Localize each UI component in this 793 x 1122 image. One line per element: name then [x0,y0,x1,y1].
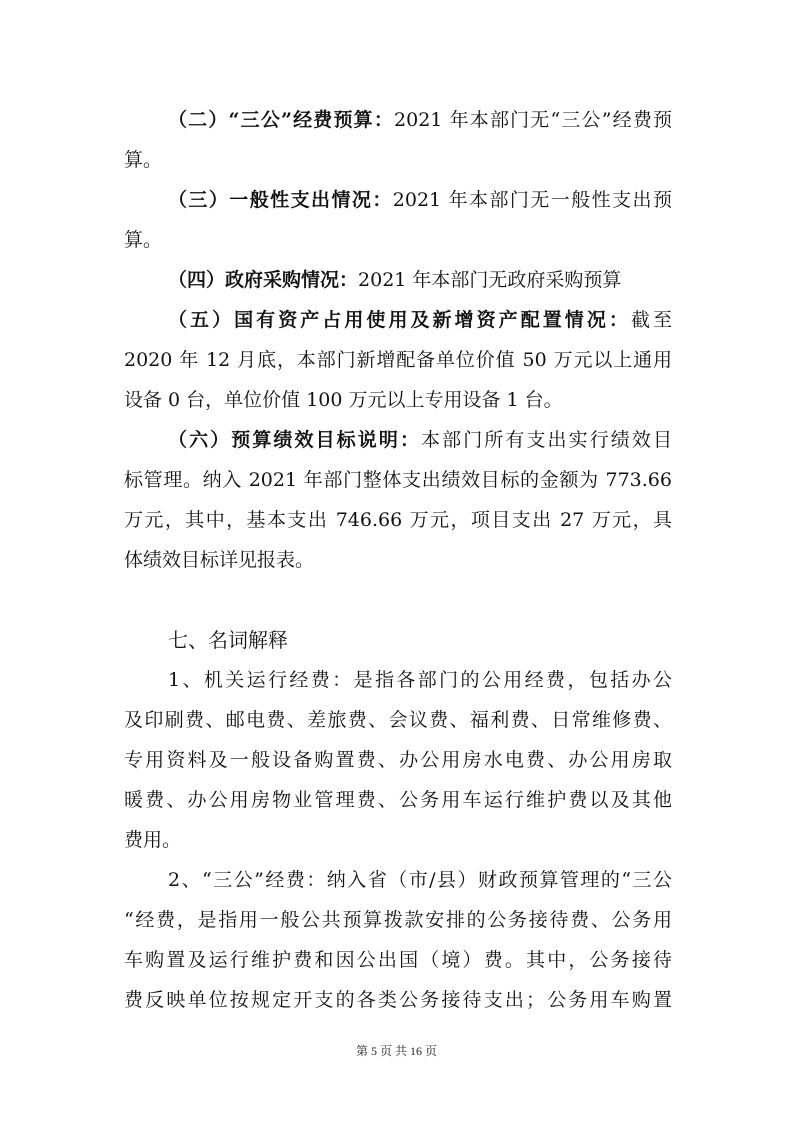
para-5-label: （五）国有资产占用使用及新增资产配置情况： [168,309,631,331]
item-1-line-4: 暖费、办公用房物业管理费、公务用车运行维护费以及其他 [124,789,672,811]
para-4-text: 2021 年本部门无政府采购预算 [358,269,622,291]
para-6-text: 本部门所有支出实行绩效目 [421,429,672,451]
para-2-line-2: 算。 [124,149,163,171]
para-2-line-1 [168,106,672,134]
para-2-text: 2021 年本部门无“三公”经费预 [394,109,672,131]
item-2-line-4: 费反映单位按规定开支的各类公务接待支出；公务用车购置 [124,989,672,1011]
item-2-line-3: 车购置及运行维护费和因公出国（境）费。其中，公务接待 [124,949,672,971]
section-7-heading: 七、名词解释 [168,628,288,652]
para-6-line-2: 标管理。纳入 2021 年部门整体支出绩效目标的金额为 773.66 [124,469,672,491]
item-2-line-2: “经费，是指用一般公共预算拨款安排的公务接待费、公务用 [124,909,672,931]
para-2-label: （二）“三公”经费预算： [168,109,395,131]
para-6-line-3: 万元，其中，基本支出 746.66 万元，项目支出 27 万元，具 [124,509,672,531]
para-3-line-1 [168,186,672,214]
para-3-line-2: 算。 [124,229,163,251]
para-4-line-1 [168,266,672,294]
page-number: 第 5 页 共 16 页 [355,1044,437,1058]
item-1-line-5: 费用。 [124,829,182,851]
para-3-label: （三）一般性支出情况： [168,189,393,211]
para-6-label: （六）预算绩效目标说明： [168,429,422,451]
para-5-text: 截至 [630,309,672,331]
para-4-label: （四）政府采购情况： [168,269,359,291]
para-6-line-4: 体绩效目标详见报表。 [124,549,315,571]
para-6-line-1 [168,426,672,454]
para-5-line-1 [168,306,672,334]
para-3-text: 2021 年本部门无一般性支出预 [392,189,672,211]
para-5-line-3: 设备 0 台，单位价值 100 万元以上专用设备 1 台。 [124,389,563,411]
item-1-line-1: 1、机关运行经费：是指各部门的公用经费，包括办公 [168,669,672,691]
para-5-line-2: 2020 年 12 月底，本部门新增配备单位价值 50 万元以上通用 [124,349,672,371]
item-2-line-1: 2、“三公”经费：纳入省（市/县）财政预算管理的“三公 [168,869,672,891]
item-1-line-3: 专用资料及一般设备购置费、办公用房水电费、办公用房取 [124,749,672,771]
item-1-line-2: 及印刷费、邮电费、差旅费、会议费、福利费、日常维修费、 [124,709,672,731]
